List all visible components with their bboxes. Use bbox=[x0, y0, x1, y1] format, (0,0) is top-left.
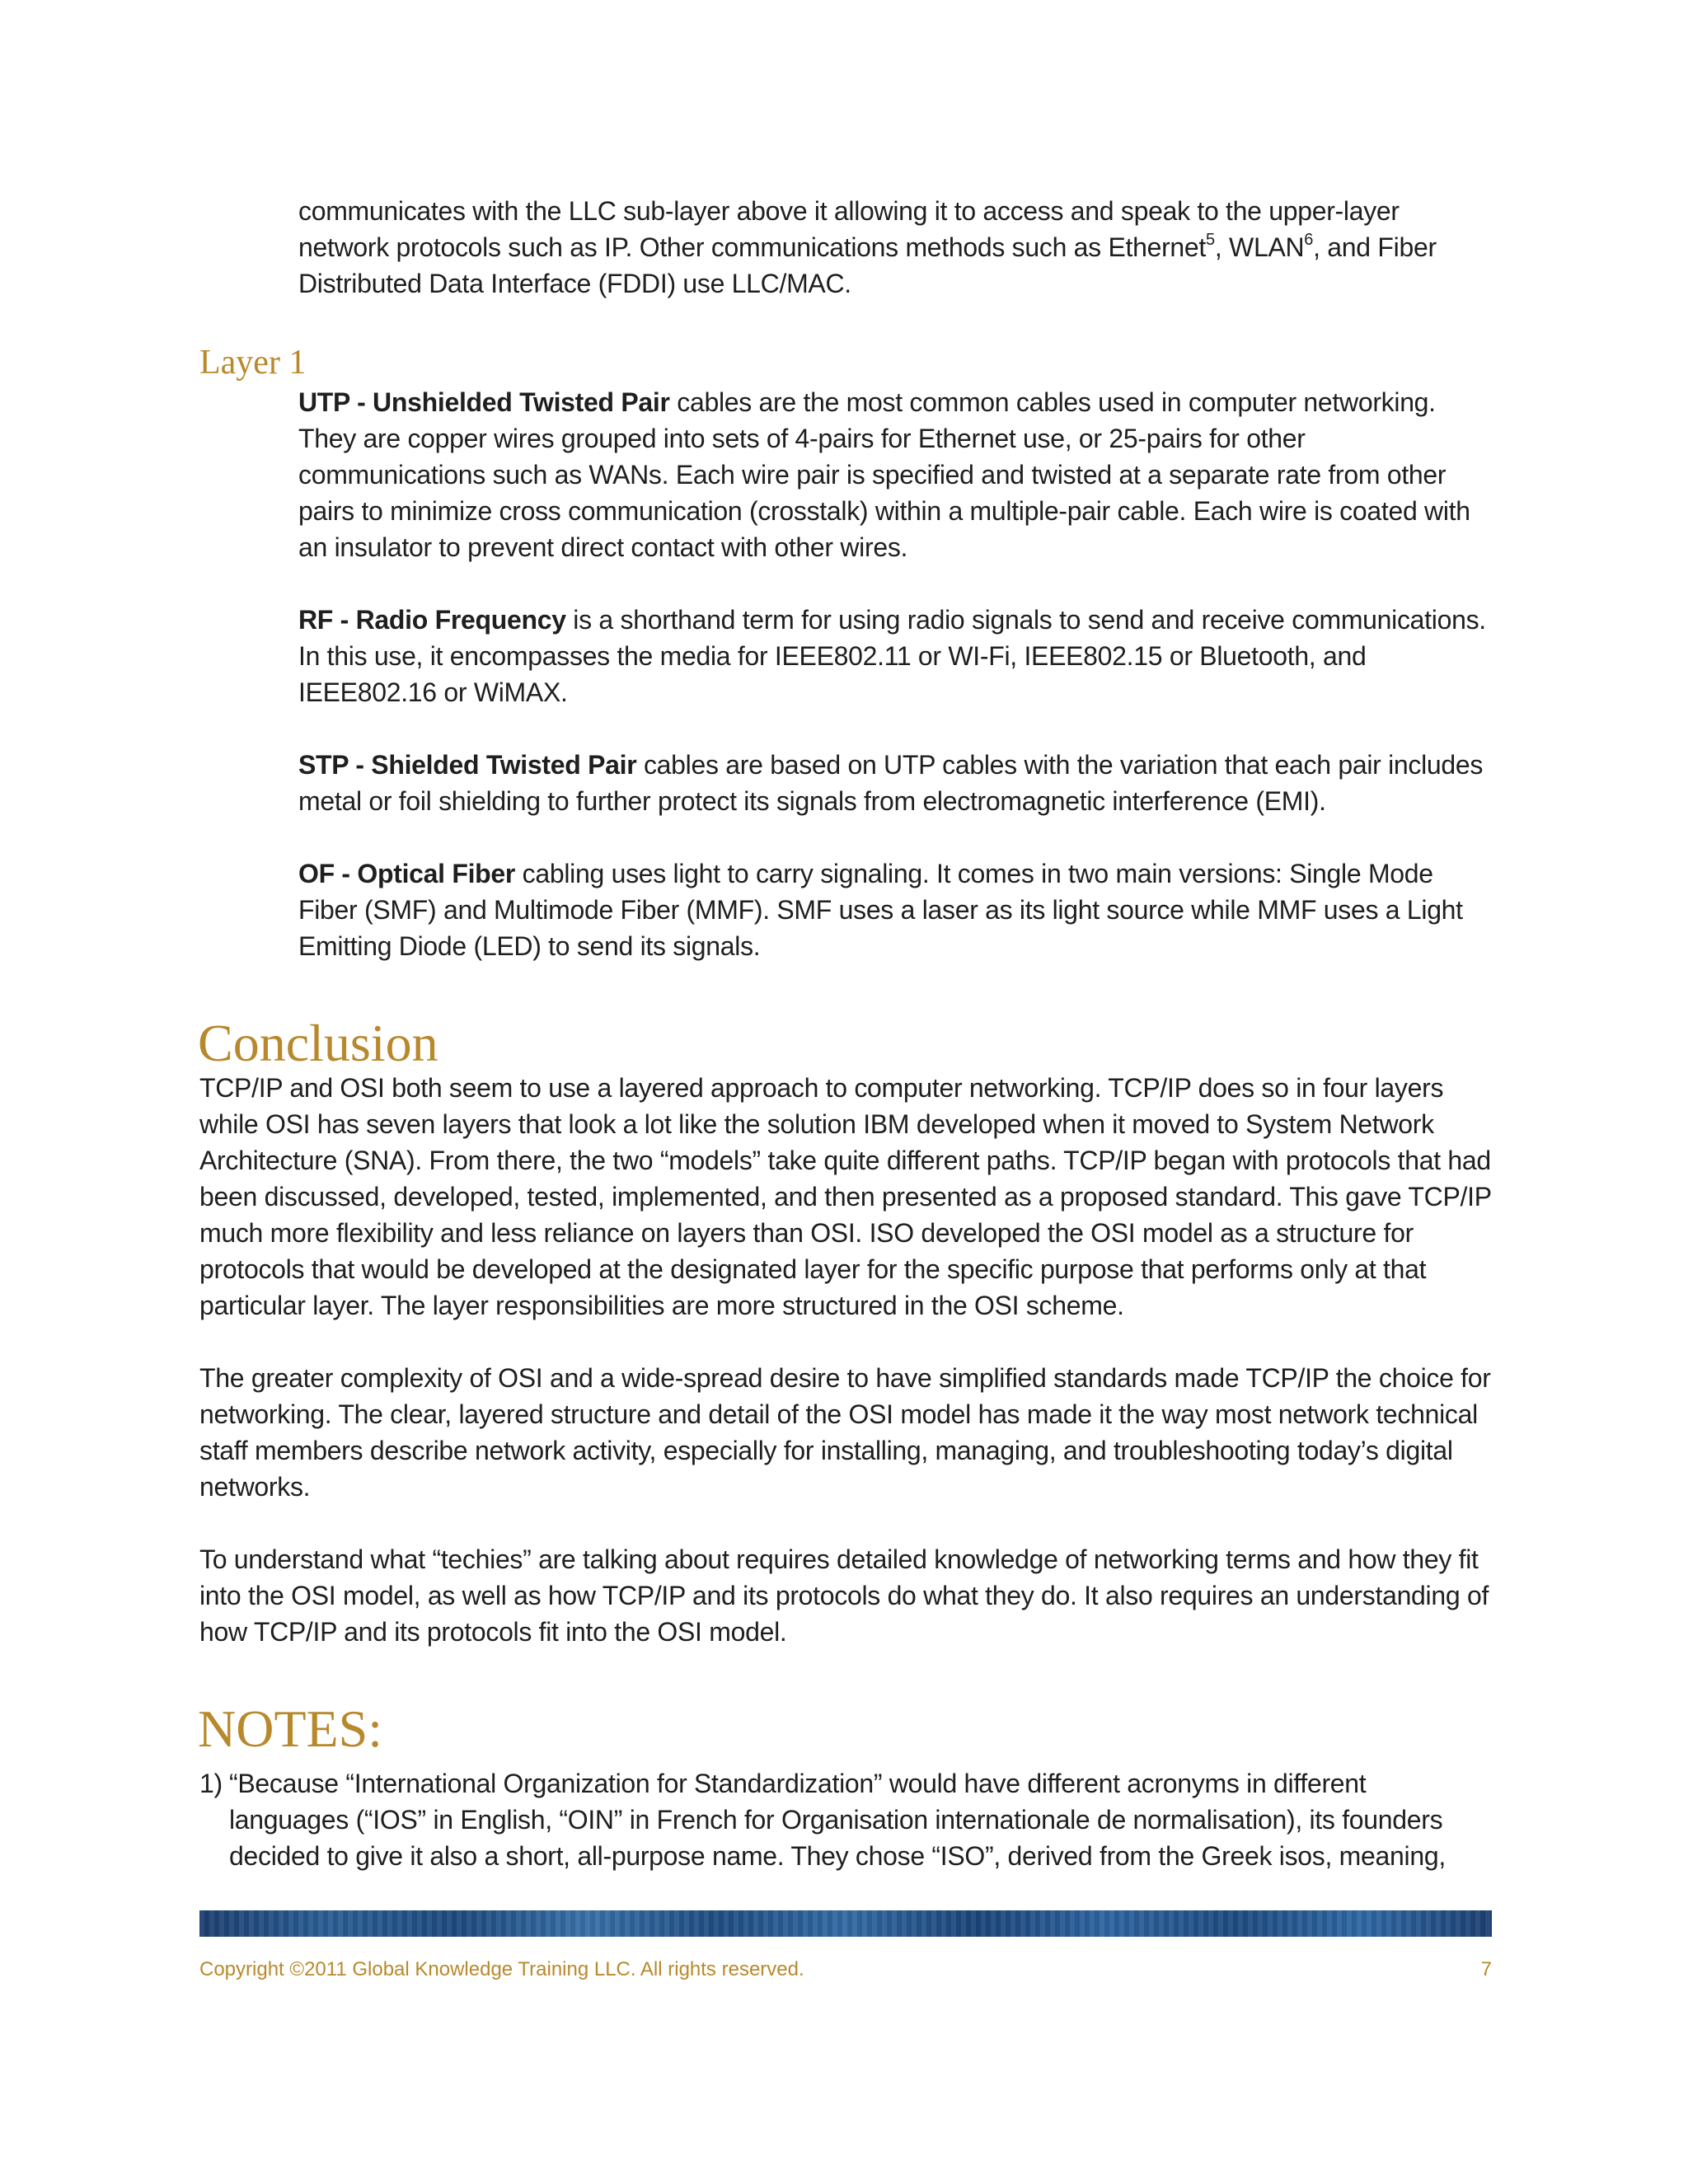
of-text: cabling uses light to carry signaling. It comes in two main versions: Single Mode Fiber (SMF) and Multimode Fiber (MMF). SMF uses a laser as its light source while MMF uses a Light Emitting Diode (LED) to send its signals. bbox=[298, 859, 1463, 961]
of-term: OF - Optical Fiber bbox=[298, 859, 516, 888]
rf-text: is a shorthand term for using radio signals to send and receive communications. In this use, it encompasses the media for IEEE802.11 or WI-Fi, IEEE802.15 or Bluetooth, and IEEE802.16 or WiMAX. bbox=[298, 605, 1486, 707]
utp-paragraph bbox=[298, 384, 1492, 565]
layer-1-heading: Layer 1 bbox=[199, 344, 307, 382]
note-text: “Because “International Organization for Standardization” would have different acronyms in different languages (“IOS” in English, “OIN” in French for Organisation internationale de normalisation), its founders decided to give it also a short, all-purpose name. They chose “ISO”, derived from the Greek isos, meaning, bbox=[229, 1769, 1446, 1871]
rf-paragraph bbox=[298, 602, 1492, 710]
utp-term: UTP - Unshielded Twisted Pair bbox=[298, 387, 670, 417]
stp-text: cables are based on UTP cables with the variation that each pair includes metal or foil shielding to further protect its signals from electromagnetic interference (EMI). bbox=[298, 750, 1484, 816]
utp-text: cables are the most common cables used in computer networking. They are copper wires grouped into sets of 4-pairs for Ethernet use, or 25-pairs for other communications such as WANs. Each wire pair is specified and twisted at a separate rate from other pairs to minimize cross communication (crosstalk) within a multiple-pair cable. Each wire is coated with an insulator to prevent direct contact with other wires. bbox=[298, 387, 1470, 562]
conclusion-paragraph-3: To understand what “techies” are talking about requires detailed knowledge of networking terms and how they fit into the OSI model, as well as how TCP/IP and its protocols do what they do. It also requires an understanding of how TCP/IP and its protocols fit into the OSI model. bbox=[199, 1544, 1489, 1647]
conclusion-heading: Conclusion bbox=[198, 1014, 438, 1072]
page-number: 7 bbox=[1480, 1958, 1492, 1980]
stp-term: STP - Shielded Twisted Pair bbox=[298, 750, 637, 780]
conclusion-paragraph-1: TCP/IP and OSI both seem to use a layered approach to computer networking. TCP/IP does so in four layers while OSI has seven layers that look a lot like the solution IBM developed when it moved to System Network Architecture (SNA). From there, the two “models” take quite different paths. TCP/IP began with protocols that had been discussed, developed, tested, implemented, and then presented as a proposed standard. This gave TCP/IP much more flexibility and less reliance on layers than OSI. ISO developed the OSI model as a structure for protocols that would be developed at the designated layer for the specific purpose that performs only at that particular layer. The layer responsibilities are more structured in the OSI scheme. bbox=[199, 1073, 1492, 1320]
footnote-ref-5: 5 bbox=[1206, 231, 1215, 250]
conclusion-section bbox=[199, 1070, 1492, 1650]
rf-term: RF - Radio Frequency bbox=[298, 605, 566, 635]
footnote-ref-6: 6 bbox=[1304, 231, 1314, 250]
conclusion-paragraph-2: The greater complexity of OSI and a wide-spread desire to have simplified standards made TCP/IP the choice for networking. The clear, layered structure and detail of the OSI model has made it the way most network technical staff members describe network activity, especially for installing, managing, and troubleshooting today’s digital networks. bbox=[199, 1363, 1491, 1502]
notes-heading: NOTES: bbox=[198, 1699, 382, 1758]
intro-text-a: communicates with the LLC sub-layer above it allowing it to access and speak to the upper-layer network protocols such as IP. Other communications methods such as Ethernet bbox=[298, 196, 1400, 262]
of-paragraph bbox=[298, 855, 1492, 964]
stp-paragraph bbox=[298, 747, 1492, 819]
intro-text-b: , WLAN bbox=[1214, 232, 1305, 262]
intro-paragraph bbox=[298, 193, 1492, 302]
note-number: 1) bbox=[199, 1769, 223, 1798]
intro-text-c: , and Fiber Distributed Data Interface (FDDI) use LLC/MAC. bbox=[298, 232, 1437, 298]
layer-1-section bbox=[298, 384, 1492, 964]
footer-copyright: Copyright ©2011 Global Knowledge Training LLC. All rights reserved. bbox=[199, 1958, 804, 1980]
footer-decorative-bar bbox=[199, 1910, 1492, 1937]
note-item bbox=[199, 1765, 1492, 1874]
